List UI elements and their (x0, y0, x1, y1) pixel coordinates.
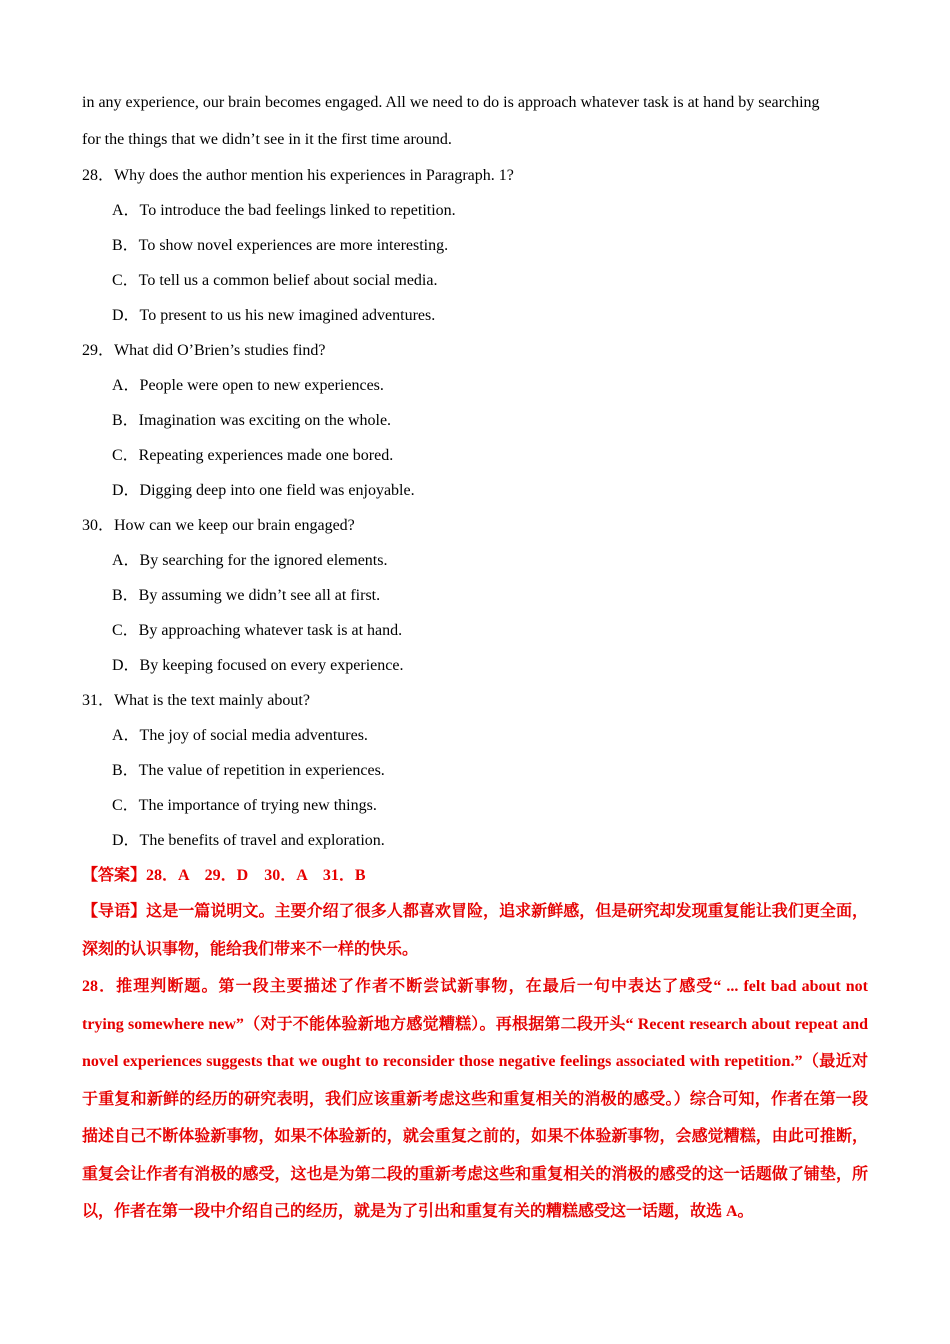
option-a: A．To introduce the bad feelings linked to repetition. (112, 202, 456, 219)
option-d: D．By keeping focused on every experience. (112, 657, 404, 674)
option-b: B．The value of repetition in experiences. (112, 762, 385, 779)
option-d: D．Digging deep into one field was enjoyable. (112, 482, 415, 499)
question-stem: 28．Why does the author mention his experiences in Paragraph. 1? (82, 167, 514, 184)
option-c: C．Repeating experiences made one bored. (112, 447, 394, 464)
option-a: A．By searching for the ignored elements. (112, 552, 388, 569)
document-page (82, 84, 868, 1231)
guide-intro: 【导语】这是一篇说明文。主要介绍了很多人都喜欢冒险，追求新鲜感，但是研究却发现重复能让我们更全面，深刻的认识事物，能给我们带来不一样的快乐。 (82, 903, 868, 958)
option-b: B．Imagination was exciting on the whole. (112, 412, 392, 429)
question-28 (82, 158, 868, 333)
passage-line: in any experience, our brain becomes engaged. All we need to do is approach whatever task is at hand by searching (82, 94, 820, 111)
answer-key: 【答案】28．A 29．D 30．A 31．B (82, 867, 366, 884)
option-b: B．To show novel experiences are more interesting. (112, 237, 449, 254)
question-31 (82, 683, 868, 858)
option-d: D．The benefits of travel and exploration. (112, 832, 385, 849)
question-stem: 29．What did O’Brien’s studies find? (82, 342, 326, 359)
option-a: A．People were open to new experiences. (112, 377, 384, 394)
question-stem: 31．What is the text mainly about? (82, 692, 310, 709)
passage-line: for the things that we didn’t see in it the first time around. (82, 131, 452, 148)
option-d: D．To present to us his new imagined adventures. (112, 307, 436, 324)
option-c: C．The importance of trying new things. (112, 797, 377, 814)
question-stem: 30．How can we keep our brain engaged? (82, 517, 355, 534)
option-c: C．By approaching whatever task is at hand. (112, 622, 403, 639)
option-b: B．By assuming we didn’t see all at first. (112, 587, 381, 604)
option-c: C．To tell us a common belief about social media. (112, 272, 438, 289)
option-a: A．The joy of social media adventures. (112, 727, 368, 744)
question-30 (82, 508, 868, 683)
explanation-28: 28．推理判断题。第一段主要描述了作者不断尝试新事物，在最后一句中表达了感受“ ... felt bad about not trying somewhere new”（对于不能体验新地方感觉糟糕）。再根据第二段开头“ Recent research about repeat and novel experiences suggests that we ought to reconsider those negative feelings associated with repetition.”（最近对于重复和新鲜的经历的研究表明，我们应该重新考虑这些和重复相关的消极的感受。）综合可知，作者在第一段描述自己不断体验新事物，如果不体验新的，就会重复之前的，如果不体验新事物，会感觉糟糕，由此可推断，重复会让作者有消极的感受，这也是为第二段的重新考虑这些和重复相关的消极的感受的这一话题做了铺垫，所以，作者在第一段中介绍自己的经历，就是为了引出和重复有关的糟糕感受这一话题，故选 A。 (82, 978, 868, 1220)
question-29 (82, 333, 868, 508)
